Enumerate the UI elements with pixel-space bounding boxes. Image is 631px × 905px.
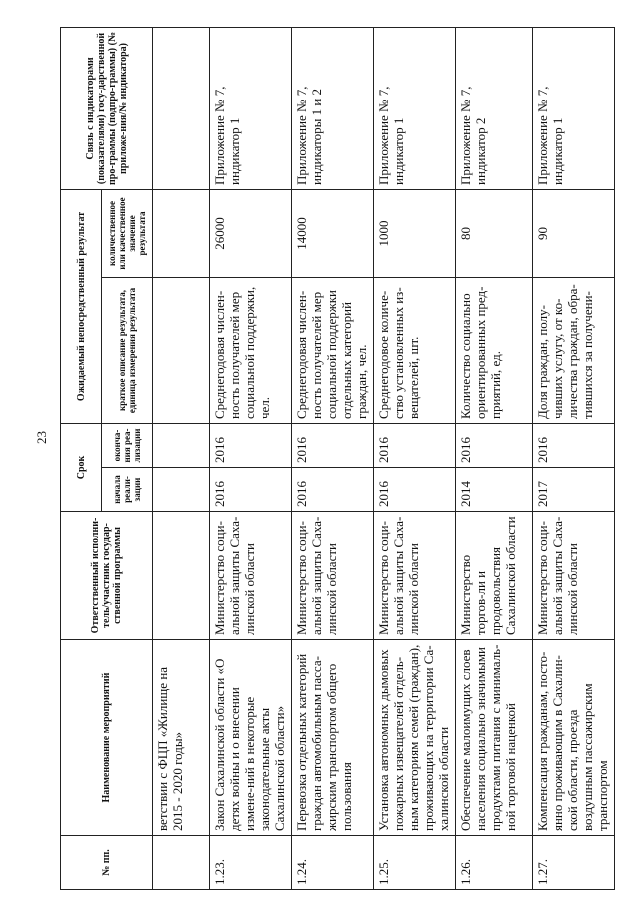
cell-end: 2016	[373, 423, 455, 467]
cell-end: 2016	[291, 423, 373, 467]
cell-desc	[153, 277, 209, 423]
header-name: Наименование мероприятий	[61, 640, 153, 836]
cell-start: 2016	[291, 468, 373, 512]
table-row	[153, 27, 209, 889]
cell-responsible: Министерство соци-альной защиты Саха-линской области	[532, 512, 614, 640]
cell-desc: Среднегодовое количе-ство установленных из-вещателей, шт.	[373, 277, 455, 423]
cell-end: 2016	[455, 423, 532, 467]
cell-link: Приложение № 7, индикатор 1	[532, 27, 614, 189]
measures-table	[60, 27, 615, 890]
header-link: Связь с индикаторами (показателями) госу-дарственной про-граммы (подпро-граммы) (№ приложе-ния/№ индикатора)	[61, 27, 153, 189]
header-term-end: оконча-ния реа-лизации	[102, 423, 153, 467]
header-result: Ожидаемый непосредственный результат	[61, 189, 102, 423]
cell-link: Приложение № 7, индикатор 2	[455, 27, 532, 189]
cell-responsible: Министерство соци-альной защиты Саха-линской области	[209, 512, 291, 640]
header-result-value: количественное или качественное значение результата	[102, 189, 153, 277]
cell-responsible: Министерство торгов-ли и продовольствия Сахалинской области	[455, 512, 532, 640]
cell-num: 1.27.	[532, 836, 614, 890]
cell-responsible: Министерство соци-альной защиты Саха-линской области	[373, 512, 455, 640]
cell-desc: Среднегодовая числен-ность получателей мер социальной поддержки отдельных категорий граждан, чел.	[291, 277, 373, 423]
cell-desc: Количество социально ориентированных пред-приятий, ед.	[455, 277, 532, 423]
header-responsible: Ответственный исполни-тель/участник государ-ственной программы	[61, 512, 153, 640]
table-row	[291, 27, 373, 889]
cell-start: 2016	[373, 468, 455, 512]
table-row	[209, 27, 291, 889]
cell-end: 2016	[209, 423, 291, 467]
cell-name: Компенсация гражданам, посто-янно проживающим в Сахалин-ской области, проезда воздушным пассажирским транспортом	[532, 640, 614, 836]
cell-value: 90	[532, 189, 614, 277]
cell-end	[153, 423, 209, 467]
cell-desc: Среднегодовая числен-ность получателей мер социальной поддержки, чел.	[209, 277, 291, 423]
cell-start	[153, 468, 209, 512]
cell-value: 1000	[373, 189, 455, 277]
cell-responsible	[153, 512, 209, 640]
cell-value: 80	[455, 189, 532, 277]
cell-link	[153, 27, 209, 189]
cell-link: Приложение № 7, индикатор 1	[373, 27, 455, 189]
cell-end: 2016	[532, 423, 614, 467]
cell-link: Приложение № 7, индикатор 1	[209, 27, 291, 189]
cell-num: 1.24.	[291, 836, 373, 890]
cell-num: 1.26.	[455, 836, 532, 890]
cell-start: 2016	[209, 468, 291, 512]
cell-responsible: Министерство соци-альной защиты Саха-линской области	[291, 512, 373, 640]
cell-start: 2014	[455, 468, 532, 512]
header-term-start: начала реали-зации	[102, 468, 153, 512]
header-num: № пп.	[61, 836, 153, 890]
cell-value	[153, 189, 209, 277]
cell-num: 1.25.	[373, 836, 455, 890]
page-number: 23	[34, 431, 49, 444]
cell-num: 1.23.	[209, 836, 291, 890]
table-row	[532, 27, 614, 889]
cell-link: Приложение № 7, индикаторы 1 и 2	[291, 27, 373, 189]
cell-start: 2017	[532, 468, 614, 512]
cell-value: 26000	[209, 189, 291, 277]
cell-num	[153, 836, 209, 890]
cell-name: ветствии с ФЦП «Жилище на 2015 - 2020 годы»	[153, 640, 209, 836]
cell-desc: Доля граждан, полу-чивших услугу, от ко-личества граждан, обра-тившихся за получени-	[532, 277, 614, 423]
header-result-desc: краткое описание результата, единица измерения результата	[102, 277, 153, 423]
cell-name: Закон Сахалинской области «О детях войны и о внесении измене-ний в некоторые законодательные акты Сахалинской области»	[209, 640, 291, 836]
cell-name: Установка автономных дымовых пожарных извещателей отдель-ным категориям семей (граждан), проживающих на территории Са-халинской области	[373, 640, 455, 836]
table-row	[373, 27, 455, 889]
header-term: Срок	[61, 423, 102, 511]
cell-name: Перевозка отдельных категорий граждан автомобильным пасса-жирским транспортом общего пользования	[291, 640, 373, 836]
table-row	[455, 27, 532, 889]
rotated-table-wrapper	[60, 28, 615, 890]
cell-name: Обеспечение малоимущих слоев населения социально значимыми продуктами питания с минималь-ной торговой наценкой	[455, 640, 532, 836]
cell-value: 14000	[291, 189, 373, 277]
